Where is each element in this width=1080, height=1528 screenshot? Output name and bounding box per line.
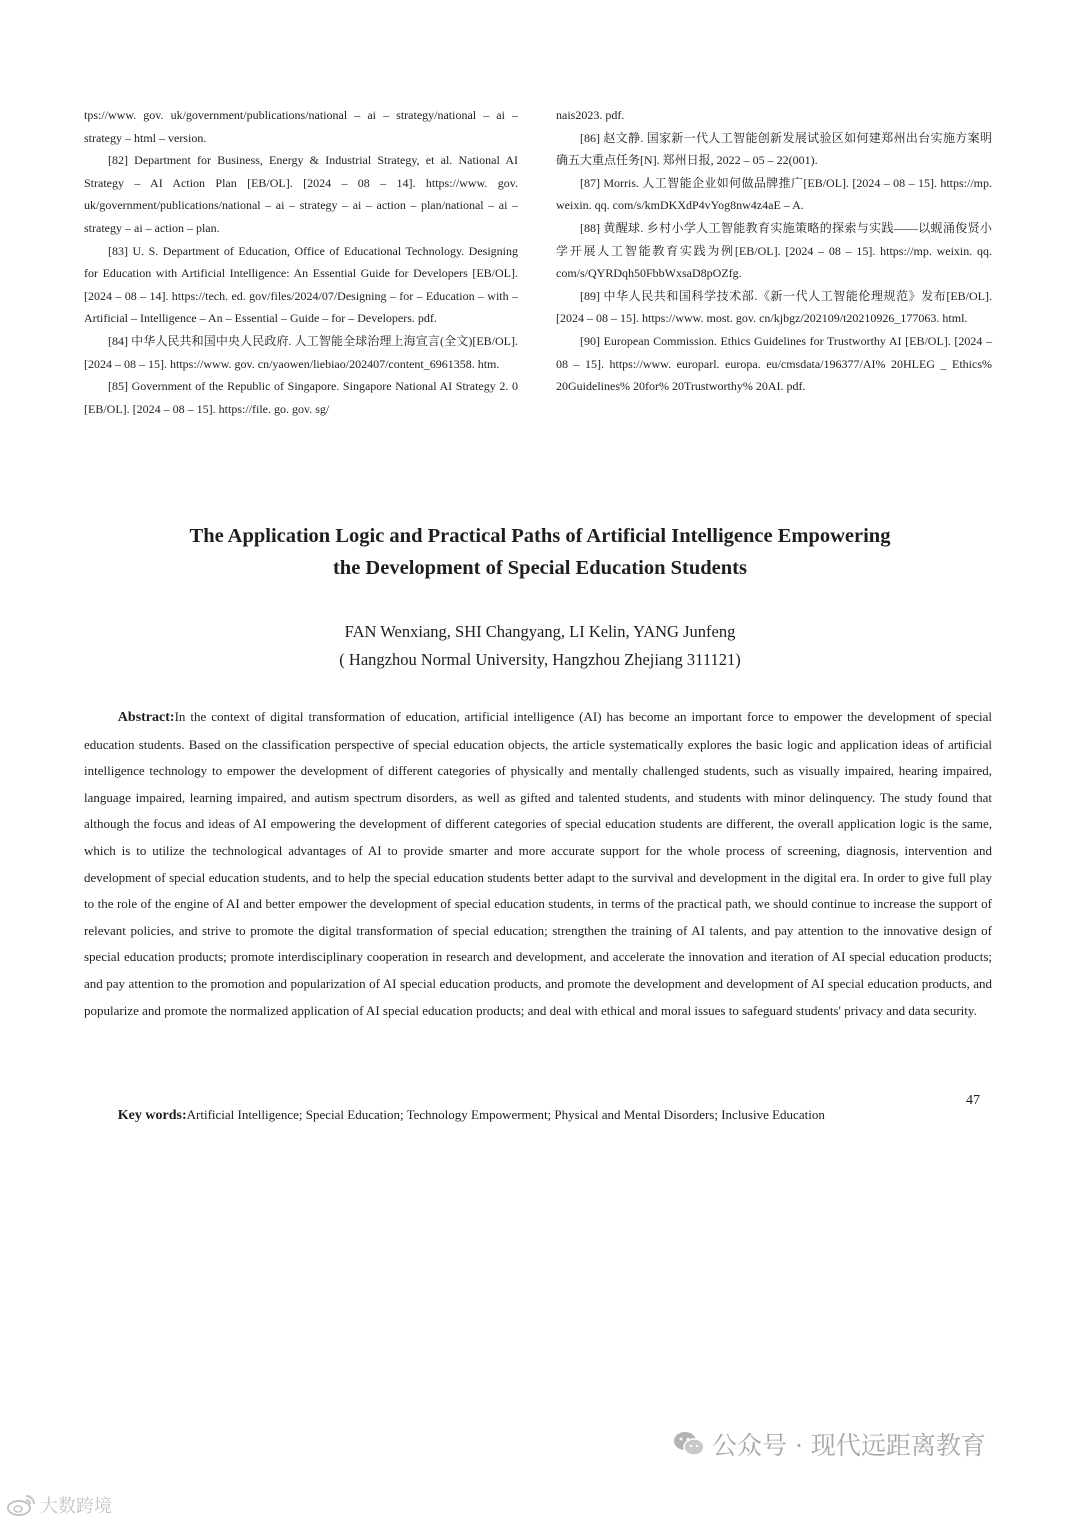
- reference-entry: [85] Government of the Republic of Singapore. Singapore National AI Strategy 2. 0 [EB/OL]. [2024 – 08 – 15]. https://file. go. gov. sg/: [84, 379, 518, 416]
- article-title-line-1: The Application Logic and Practical Paths of Artificial Intelligence Empowering: [189, 525, 891, 547]
- author-block: [140, 618, 940, 674]
- reference-entry: [87] Morris. 人工智能企业如何做品牌推广[EB/OL]. [2024 – 08 – 15]. https://mp. weixin. qq. com/s/kmDKXdP4vYog8nw4z4aE – A.: [556, 175, 992, 213]
- reference-entry: [82] Department for Business, Energy & Industrial Strategy, et al. National AI Strategy – AI Action Plan [EB/OL]. [2024 – 08 – 14]. https://www. gov. uk/government/publications/national – ai – strategy – ai – action – plan/national – ai – strategy – ai – action – plan.: [84, 153, 518, 235]
- reference-entry: [90] European Commission. Ethics Guidelines for Trustworthy AI [EB/OL]. [2024 – 08 – 15]. https://www. europarl. europa. eu/cmsdata/196377/AI% 20HLEG _ Ethics% 20Guidelines% 20for% 20Trustworthy% 20AI. pdf.: [556, 333, 992, 394]
- abstract: [84, 704, 992, 1024]
- reference-entry: [86] 赵文静. 国家新一代人工智能创新发展试验区如何建郑州出台实施方案明确五大重点任务[N]. 郑州日报, 2022 – 05 – 22(001).: [556, 130, 992, 168]
- reference-entry: nais2023. pdf.: [556, 108, 625, 122]
- reference-entry: tps://www. gov. uk/government/publications/national – ai – strategy/national – ai – strategy – html – version.: [84, 108, 518, 145]
- keywords-label: Key words:: [117, 1108, 187, 1123]
- abstract-text: In the context of digital transformation of education, artificial intelligence (AI) has become an important force to empower the development of special education students. Based on the classification perspective of special education objects, the article systematically explores the basic logic and application ideas of artificial intelligence technology to empower the development of different categories of physically and mentally challenged students, such as visually impaired, hearing impaired, language impaired, learning impaired, and autism spectrum disorders, as well as gifted and talented students, and students with minor delinquency. The study found that although the focus and ideas of AI empowering the development of different categories of special education students are different, the overall application logic is the same, which is to utilize the technological advantages of AI to provide smarter and more accurate support for the whole process of screening, diagnosis, intervention and development of special education students, and to help the special education students better adapt to the survival and development in the digital era. In order to give full play to the role of the engine of AI and better empower the development of special education students, in terms of the practical path, we should continue to increase the support of relevant policies, and strive to promote the digital transformation of special education; strengthen the training of AI talents, and pay attention to the innovative design of special education products; promote interdisciplinary cooperation in research and development, and accelerate the innovation and iteration of AI special education products; and pay attention to the promotion and popularization of AI special education products, and promote the development and development of AI special education products, and popularize and promote the normalized application of AI special education products; and deal with ethical and moral issues to safeguard students' privacy and data security.: [84, 709, 992, 1018]
- article-title: [100, 520, 980, 584]
- references-right-column: [556, 104, 992, 398]
- site-watermark-text: 大数跨境: [40, 1496, 112, 1517]
- site-watermark: [6, 1492, 112, 1518]
- references-left-column: [84, 104, 518, 420]
- reference-entry: [88] 黄醒球. 乡村小学人工智能教育实施策略的探索与实践——以蚬涌俊贤小学开展人工智能教育实践为例[EB/OL]. [2024 – 08 – 15]. https://mp. weixin. qq. com/s/QYRDqh50FbbWxsaD8pOZfg.: [556, 220, 992, 281]
- reference-entry: [84] 中华人民共和国中央人民政府. 人工智能全球治理上海宣言(全文)[EB/OL]. [2024 – 08 – 15]. https://www. gov. cn/yaowen/liebiao/202407/content_6961358. htm.: [84, 333, 518, 371]
- weibo-icon: [6, 1493, 36, 1517]
- wechat-icon: [672, 1429, 706, 1459]
- reference-entry: [83] U. S. Department of Education, Office of Educational Technology. Designing for Education with Artificial Intelligence: An Essential Guide for Developers [EB/OL]. [2024 – 08 – 14]. https://tech. ed. gov/files/2024/07/Designing – for – Education – with – Artificial – Intelligence – An – Essential – Guide – for – Developers. pdf.: [84, 243, 518, 326]
- page-number: 47: [966, 1093, 980, 1108]
- keywords: [84, 1102, 992, 1129]
- article-title-line-2: the Development of Special Education Students: [332, 557, 747, 579]
- reference-entry: [89] 中华人民共和国科学技术部.《新一代人工智能伦理规范》发布[EB/OL]. [2024 – 08 – 15]. https://www. most. gov. cn/kjbgz/202109/t20210926_177063. html.: [556, 288, 992, 326]
- wechat-account-watermark: [672, 1426, 986, 1462]
- author-names: FAN Wenxiang, SHI Changyang, LI Kelin, YANG Junfeng: [344, 622, 736, 641]
- abstract-label: Abstract:: [117, 710, 175, 725]
- keywords-text: Artificial Intelligence; Special Education; Technology Empowerment; Physical and Mental Disorders; Inclusive Education: [186, 1107, 825, 1122]
- author-affiliation: ( Hangzhou Normal University, Hangzhou Zhejiang 311121): [339, 650, 741, 669]
- wechat-account-name: 公众号 · 现代远距离教育: [712, 1431, 986, 1460]
